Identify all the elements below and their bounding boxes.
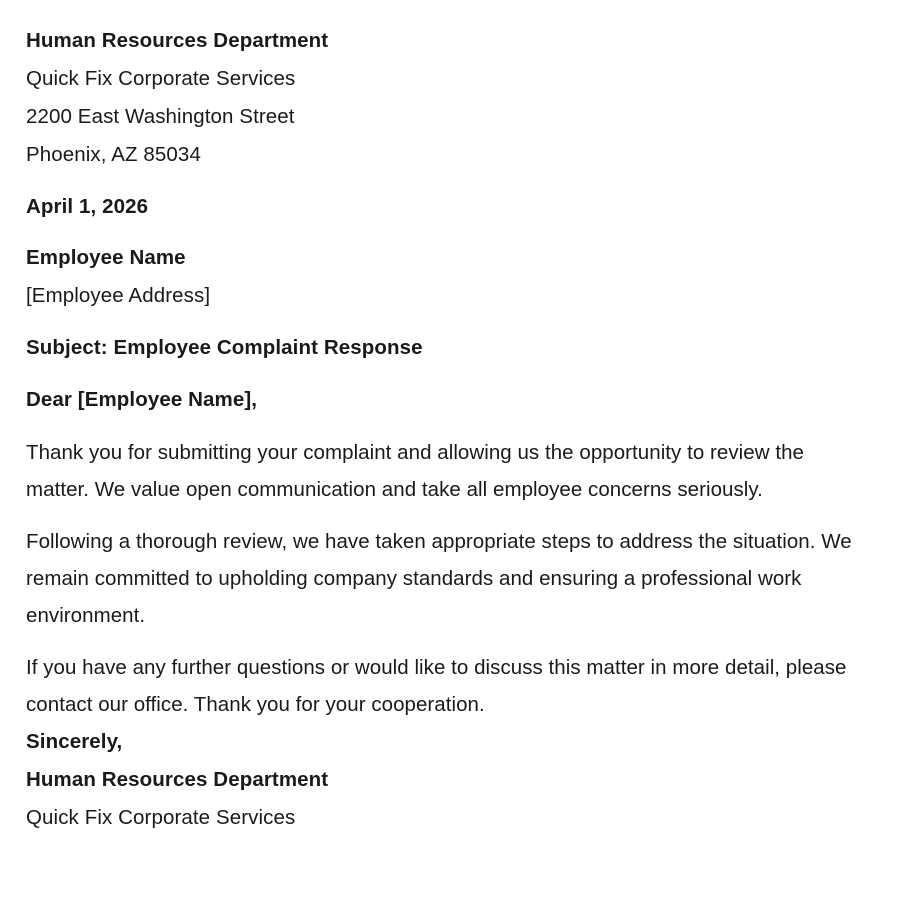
letter-date: April 1, 2026: [26, 195, 149, 218]
sender-company: Quick Fix Corporate Services: [26, 67, 296, 90]
body-paragraph-2: Following a thorough review, we have taken appropriate steps to address the situation. We remain committed to upholding company standards and ensuring a professional work environment.: [26, 530, 852, 627]
closing-valediction: Sincerely,: [26, 730, 123, 753]
body-paragraph-1: Thank you for submitting your complaint and allowing us the opportunity to review the matter. We value open communication and take all employee concerns seriously.: [26, 441, 804, 501]
recipient-address: [Employee Address]: [26, 284, 211, 307]
sender-department: Human Resources Department: [26, 29, 329, 52]
salutation: Dear [Employee Name],: [26, 388, 258, 411]
closing-department: Human Resources Department: [26, 768, 329, 791]
closing-company: Quick Fix Corporate Services: [26, 806, 296, 829]
body-paragraph-3: If you have any further questions or would like to discuss this matter in more detail, please contact our office. Thank you for your cooperation.: [26, 656, 847, 716]
subject-line: Subject: Employee Complaint Response: [26, 336, 423, 359]
recipient-address-block: [26, 239, 870, 315]
letter-body: [26, 434, 870, 723]
salutation-block: [26, 381, 870, 419]
sender-address-block: [26, 22, 870, 174]
subject-block: [26, 329, 870, 367]
sender-city-state-zip: Phoenix, AZ 85034: [26, 143, 201, 166]
sender-street: 2200 East Washington Street: [26, 105, 295, 128]
recipient-name: Employee Name: [26, 246, 186, 269]
letter-date-block: [26, 188, 870, 226]
closing-signature-block: [26, 723, 870, 837]
